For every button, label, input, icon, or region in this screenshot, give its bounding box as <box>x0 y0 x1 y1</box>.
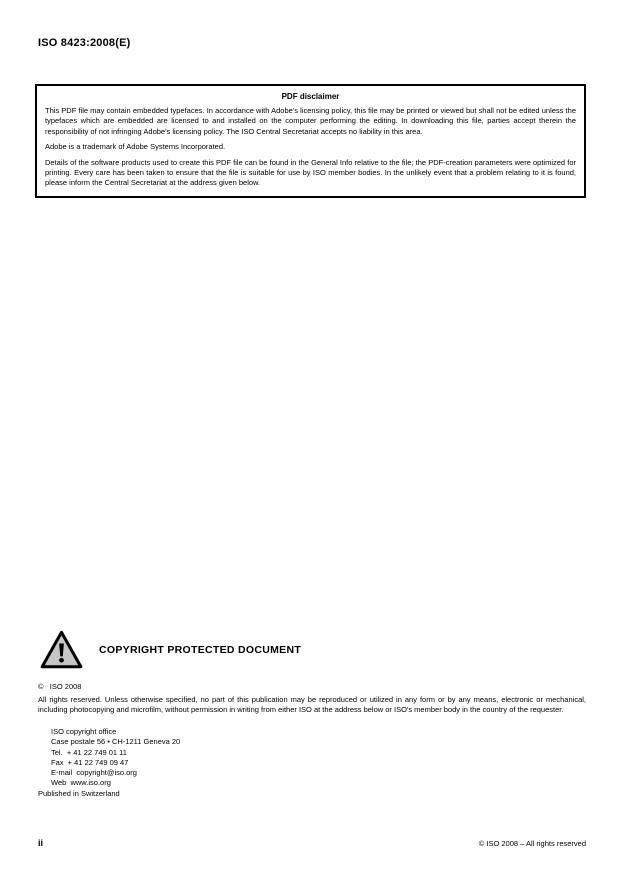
copyright-body-text: All rights reserved. Unless otherwise specified, no part of this publication may be reproduced or utilized in any form or by any means, electronic or mechanical, including photocopying and microfilm, without permission in writing from either ISO at the address below or ISO's member body in the country of the requester. <box>38 695 586 715</box>
copyright-protected-heading: COPYRIGHT PROTECTED DOCUMENT <box>99 643 302 656</box>
footer-copyright-text: © ISO 2008 – All rights reserved <box>478 839 586 848</box>
address-line-web: Web www.iso.org <box>51 778 111 788</box>
disclaimer-paragraph: This PDF file may contain embedded typefaces. In accordance with Adobe's licensing policy, this file may be printed or viewed but shall not be edited unless the typefaces which are embedded are licensed to and installed on the computer performing the editing. In downloading this file, parties accept therein the responsibility of not infringing Adobe's licensing policy. The ISO Central Secretariat accepts no liability in this area. <box>45 106 576 136</box>
copyright-notice-line: © ISO 2008 <box>38 682 82 691</box>
warning-triangle-icon <box>40 629 83 670</box>
iso-address-block <box>51 727 180 789</box>
address-line-email: E-mail copyright@iso.org <box>51 768 137 778</box>
page-number: ii <box>38 838 44 848</box>
copyright-protected-header <box>40 629 301 670</box>
disclaimer-paragraph: Adobe is a trademark of Adobe Systems Incorporated. <box>45 142 226 152</box>
document-id-header: ISO 8423:2008(E) <box>38 37 131 49</box>
address-line-postal: Case postale 56 • CH-1211 Geneva 20 <box>51 737 181 747</box>
published-in-switzerland: Published in Switzerland <box>38 789 120 798</box>
address-line-fax: Fax + 41 22 749 09 47 <box>51 757 129 767</box>
disclaimer-paragraph: Details of the software products used to create this PDF file can be found in the General Info relative to the file; the PDF-creation parameters were optimized for printing. Every care has been taken to ensure that the file is suitable for use by ISO member bodies. In the unlikely event that a problem relating to it is found, please inform the Central Secretariat at the address given below. <box>45 157 576 188</box>
pdf-disclaimer-box <box>35 84 586 198</box>
page-footer <box>38 838 586 848</box>
address-line-tel: Tel. + 41 22 749 01 11 <box>51 747 127 757</box>
address-line-office: ISO copyright office <box>51 727 117 736</box>
disclaimer-title: PDF disclaimer <box>281 92 340 101</box>
